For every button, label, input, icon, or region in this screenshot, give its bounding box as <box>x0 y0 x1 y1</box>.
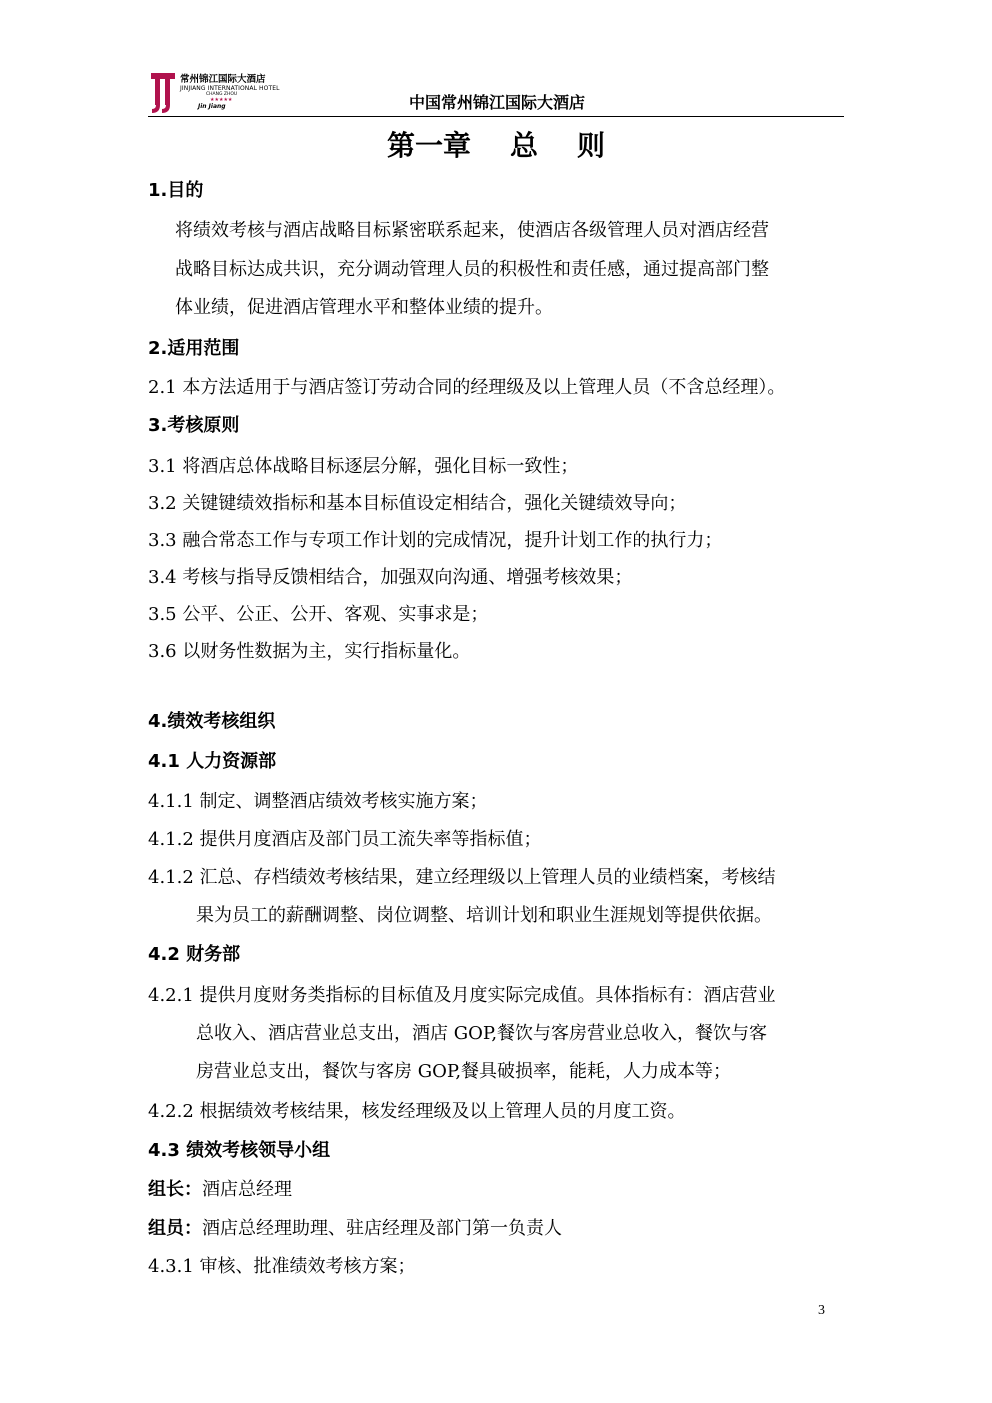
leader-value: 酒店总经理 <box>202 1179 292 1200</box>
logo-city: CHANG ZHOU <box>206 92 238 97</box>
section-4-2-heading: 4.2 财务部 <box>148 944 241 965</box>
members-value: 酒店总经理助理、驻店经理及部门第一负责人 <box>202 1218 562 1239</box>
clause-4-1-2b-line-2: 果为员工的薪酬调整、岗位调整、培训计划和职业生涯规划等提供依据。 <box>196 905 772 926</box>
clause-4-2-1-line-2: 总收入、酒店营业总支出，酒店 GOP,餐饮与客房营业总收入，餐饮与客 <box>196 1023 768 1044</box>
section-4-1-heading: 4.1 人力资源部 <box>148 751 277 772</box>
clause-4-2-1-line-3: 房营业总支出，餐饮与客房 GOP,餐具破损率，能耗，人力成本等； <box>196 1061 732 1082</box>
clause-4-1-2b-line-1: 4.1.2 汇总、存档绩效考核结果，建立经理级以上管理人员的业绩档案，考核结 <box>148 867 776 888</box>
header-divider <box>148 116 844 117</box>
clause-4-2-1-line-1: 4.2.1 提供月度财务类指标的目标值及月度实际完成值。具体指标有：酒店营业 <box>148 985 776 1006</box>
clause-2-1: 2.1 本方法适用于与酒店签订劳动合同的经理级及以上管理人员（不含总经理）。 <box>148 377 786 398</box>
header-title: 中国常州锦江国际大酒店 <box>408 93 585 112</box>
clause-3-5: 3.5 公平、公正、公开、客观、实事求是； <box>148 604 489 625</box>
leader-line <box>148 1178 292 1202</box>
logo-name-cn: 常州锦江国际大酒店 <box>180 74 266 85</box>
section-2-heading: 2.适用范围 <box>148 338 240 359</box>
chapter-title: 第一章 总 则 <box>387 129 605 162</box>
section-3-heading: 3.考核原则 <box>148 415 240 436</box>
section-4-3-heading: 4.3 绩效考核领导小组 <box>148 1140 331 1161</box>
page-number: 3 <box>818 1303 825 1318</box>
section-1-paragraph-line-1: 将绩效考核与酒店战略目标紧密联系起来，使酒店各级管理人员对酒店经营 <box>175 220 769 241</box>
section-1-paragraph-line-3: 体业绩，促进酒店管理水平和整体业绩的提升。 <box>175 297 553 318</box>
logo-name-en: JINJIANG INTERNATIONAL HOTEL <box>180 85 280 92</box>
members-label: 组员： <box>148 1218 202 1239</box>
section-1-paragraph-line-2: 战略目标达成共识，充分调动管理人员的积极性和责任感，通过提高部门整 <box>175 259 769 280</box>
clause-3-2: 3.2 关键键绩效指标和基本目标值设定相结合，强化关键绩效导向； <box>148 493 687 514</box>
logo-brand: Jin Jiang <box>198 103 226 110</box>
clause-4-1-1: 4.1.1 制定、调整酒店绩效考核实施方案； <box>148 791 488 812</box>
clause-3-1: 3.1 将酒店总体战略目标逐层分解，强化目标一致性； <box>148 456 579 477</box>
members-line <box>148 1217 562 1241</box>
clause-3-3: 3.3 融合常态工作与专项工作计划的完成情况，提升计划工作的执行力； <box>148 530 723 551</box>
leader-label: 组长： <box>148 1179 202 1200</box>
section-1-heading: 1.目的 <box>148 180 204 201</box>
clause-3-4: 3.4 考核与指导反馈相结合，加强双向沟通、增强考核效果； <box>148 567 633 588</box>
clause-3-6: 3.6 以财务性数据为主，实行指标量化。 <box>148 641 471 662</box>
section-4-heading: 4.绩效考核组织 <box>148 711 276 732</box>
logo-stars: ★★★★★ <box>210 97 233 103</box>
clause-4-1-2a: 4.1.2 提供月度酒店及部门员工流失率等指标值； <box>148 829 542 850</box>
clause-4-3-1: 4.3.1 审核、批准绩效考核方案； <box>148 1256 416 1277</box>
clause-4-2-2: 4.2.2 根据绩效考核结果，核发经理级及以上管理人员的月度工资。 <box>148 1101 686 1122</box>
